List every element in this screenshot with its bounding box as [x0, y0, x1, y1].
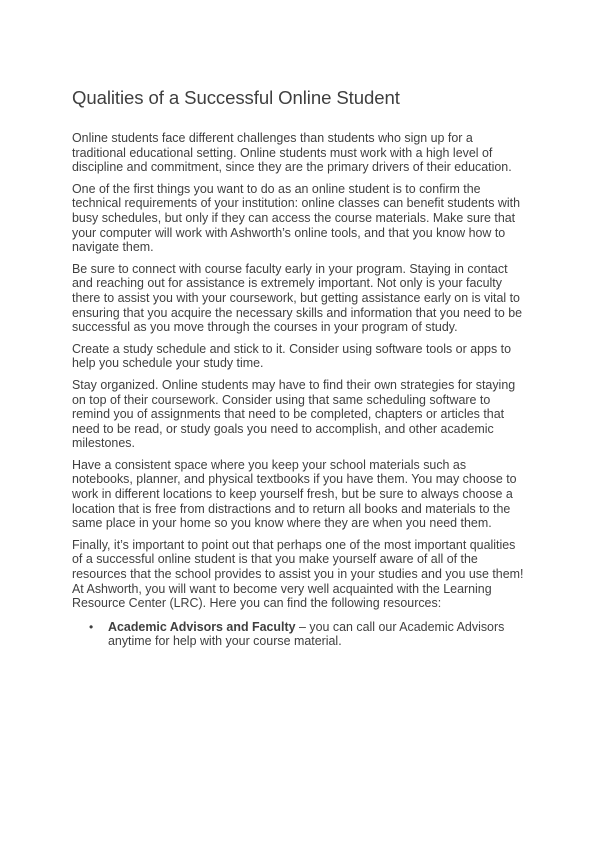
- paragraph-connect-faculty: Be sure to connect with course faculty early in your program. Staying in contact and reaching out for assistance is extremely important. Not only is your faculty there to assist you with your coursework, but getting assistance early on is vital to ensuring that you acquire the necessary skills and information that you need to be successful as you move through the courses in your program of study.: [72, 261, 523, 335]
- list-item: [72, 620, 524, 649]
- paragraph-intro: Online students face different challenges than students who sign up for a traditional educational setting. Online students must work with a high level of discipline and commitment, since they are the primary drivers of their education.: [72, 131, 512, 175]
- paragraph-consistent-space: Have a consistent space where you keep your school materials such as notebooks, planner, and physical textbooks if you have them. You may choose to work in different locations to keep yourself fresh, but be sure to always choose a location that is free from distractions and to return all books and materials to the same place in your home so you know where they are when you need them.: [72, 457, 517, 531]
- resource-list: [72, 620, 524, 649]
- list-item-text: – you can call our Academic Advisors anytime for help with your course material.: [108, 619, 505, 649]
- paragraph-technical-requirements: One of the first things you want to do as an online student is to confirm the technical requirements of your institution: online classes can benefit students with busy schedules, but only if they can access the course materials. Make sure that your computer will work with Ashworth’s online tools, and that you know how to navigate them.: [72, 181, 520, 255]
- paragraph-resources: Finally, it’s important to point out that perhaps one of the most important qualities of a successful online student is that you make yourself aware of all of the resources that the school provides to assist you in your studies and you use them! At Ashworth, you will want to become very well acquainted with the Learning Resource Center (LRC). Here you can find the following resources:: [72, 537, 524, 611]
- paragraph-stay-organized: Stay organized. Online students may have to find their own strategies for staying on top of their coursework. Consider using that same scheduling software to remind you of assignments that need to be completed, chapters or articles that need to be read, or study goals you need to accomplish, and other academic milestones.: [72, 377, 516, 451]
- list-item-heading: Academic Advisors and Faculty: [108, 619, 296, 634]
- paragraph-study-schedule: Create a study schedule and stick to it. Consider using software tools or apps to help you schedule your study time.: [72, 341, 511, 371]
- document-page: [72, 86, 524, 649]
- bullet-icon: •: [89, 619, 94, 634]
- document-title: Qualities of a Successful Online Student: [72, 87, 400, 108]
